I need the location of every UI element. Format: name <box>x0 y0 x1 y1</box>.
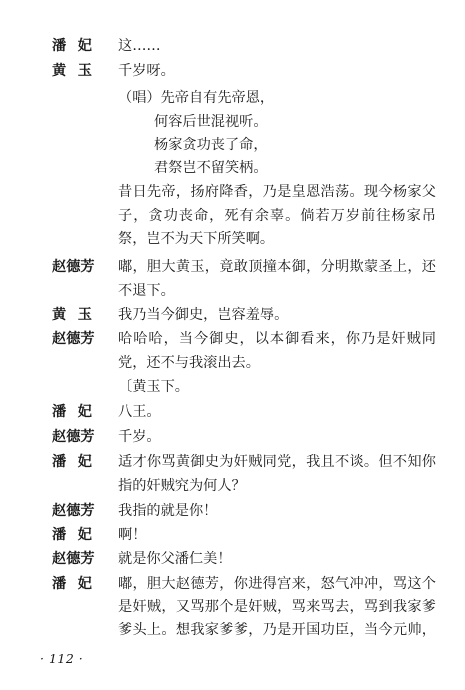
dialogue-text: 啊！ <box>118 527 147 544</box>
speaker-name: 潘 妃 <box>52 576 92 593</box>
dialogue-text: 就是你父潘仁美！ <box>118 551 232 568</box>
dialogue-line <box>0 112 465 132</box>
dialogue-line <box>0 257 465 277</box>
speaker-name: 赵德芳 <box>52 551 95 568</box>
dialogue-line <box>0 377 465 397</box>
dialogue-text: 杨家贪功丧了命， <box>154 137 268 154</box>
dialogue-line <box>0 229 465 249</box>
dialogue-text: （唱）先帝自有先帝恩， <box>118 89 275 106</box>
dialogue-text: 这…… <box>118 38 161 54</box>
dialogue-line <box>0 402 465 422</box>
dialogue-text: 适才你骂黄御史为奸贼同党，我且不谈。但不知你 <box>118 454 436 471</box>
dialogue-line <box>0 61 465 81</box>
speaker-name: 赵德芳 <box>52 258 95 275</box>
dialogue-line <box>0 206 465 226</box>
dialogue-line <box>0 88 465 108</box>
speaker-name: 潘 妃 <box>52 527 92 544</box>
dialogue-line <box>0 452 465 472</box>
speaker-name: 赵德芳 <box>52 503 95 520</box>
page-number: · 112 · <box>40 651 84 666</box>
dialogue-text: 千岁。 <box>118 429 161 446</box>
dialogue-text: 君祭岂不留笑柄。 <box>154 160 268 177</box>
dialogue-line <box>0 36 465 56</box>
dialogue-text: 指的奸贼究为何人？ <box>118 478 246 495</box>
dialogue-text: 爹头上。想我家爹爹，乃是开国功臣，当今元帅， <box>118 622 436 638</box>
dialogue-line <box>0 501 465 521</box>
speaker-name: 黄 玉 <box>52 63 92 79</box>
dialogue-text: 千岁呀。 <box>118 63 175 79</box>
dialogue-text: 昔日先帝，扬府降香，乃是皇恩浩荡。现今杨家父 <box>118 184 436 201</box>
dialogue-line <box>0 182 465 202</box>
dialogue-text: 我乃当今御史，岂容羞辱。 <box>118 306 289 323</box>
dialogue-text: 祭，岂不为天下所笑啊。 <box>118 230 275 247</box>
speaker-name: 潘 妃 <box>52 454 92 471</box>
speaker-name: 黄 玉 <box>52 306 92 323</box>
dialogue-line <box>0 281 465 301</box>
dialogue-line <box>0 620 465 640</box>
dialogue-text: 嘟，胆大赵德芳，你进得宫来，怒气冲冲，骂这个 <box>118 576 436 593</box>
dialogue-line <box>0 427 465 447</box>
dialogue-text: 党，还不与我滚出去。 <box>118 355 260 371</box>
dialogue-line <box>0 525 465 545</box>
dialogue-text: 子，贪功丧命，死有余辜。倘若万岁前往杨家吊 <box>118 207 436 224</box>
dialogue-line <box>0 353 465 373</box>
stage-direction: 〔黄玉下。 <box>118 379 189 396</box>
dialogue-text: 不退下。 <box>118 282 175 299</box>
dialogue-text: 哈哈哈，当今御史，以本御看来，你乃是奸贼同 <box>118 330 436 347</box>
dialogue-line <box>0 305 465 325</box>
dialogue-text: 是奸贼，又骂那个是奸贼，骂来骂去，骂到我家爹 <box>118 598 436 615</box>
dialogue-line <box>0 329 465 349</box>
speaker-name: 潘 妃 <box>52 404 92 421</box>
speaker-name: 潘 妃 <box>52 38 92 54</box>
dialogue-text: 嘟，胆大黄玉，竟敢顶撞本御，分明欺蒙圣上，还 <box>118 258 436 275</box>
dialogue-text: 何容后世混视听。 <box>154 113 268 130</box>
speaker-name: 赵德芳 <box>52 330 95 347</box>
dialogue-line <box>0 158 465 178</box>
speaker-name: 赵德芳 <box>52 429 95 446</box>
dialogue-line <box>0 574 465 594</box>
dialogue-text: 我指的就是你！ <box>118 503 218 520</box>
dialogue-line <box>0 476 465 496</box>
dialogue-line <box>0 135 465 155</box>
dialogue-line <box>0 549 465 569</box>
dialogue-text: 八王。 <box>118 404 161 421</box>
dialogue-line <box>0 597 465 617</box>
